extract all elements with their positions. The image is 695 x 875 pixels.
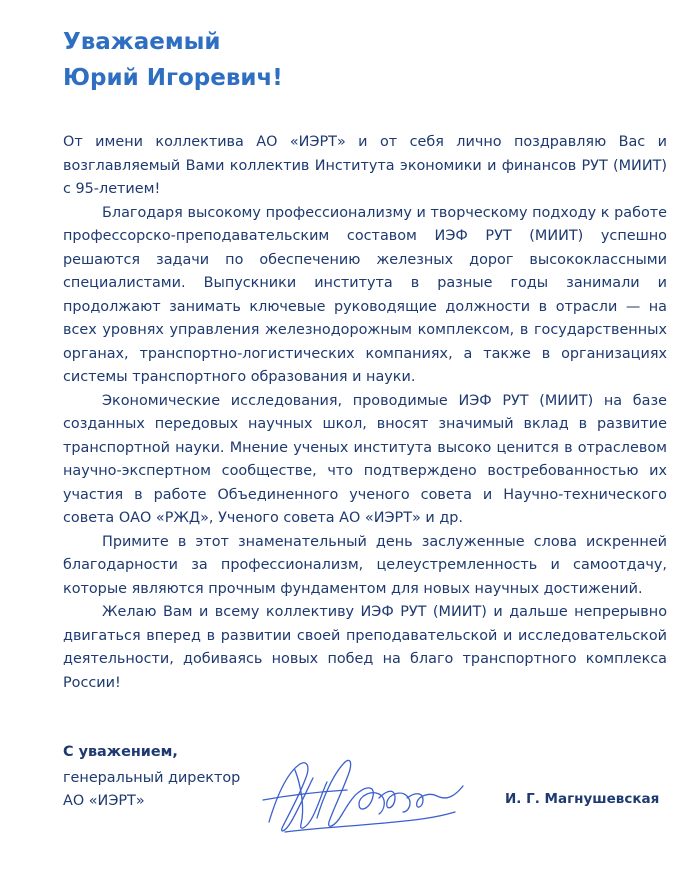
paragraph-3: Экономические исследования, проводимые ИЭФ РУТ (МИИТ) на базе созданных передовых научных школ, вносят значимый вклад в развитие транспортной науки. Мнение ученых института высоко ценится в отраслевом научно-экспертном сообществе, что подтверждено востребованностью их участия в работе Объединенного ученого совета и Научно-технического совета ОАО «РЖД», Ученого совета АО «ИЭРТ» и др. [63, 392, 667, 526]
paragraph-5: Желаю Вам и всему коллективу ИЭФ РУТ (МИИТ) и дальше непрерывно двигаться вперед в развитии своей преподавательской и исследовательской деятельности, добиваясь новых побед на благо транспортного комплекса России! [63, 604, 667, 691]
paragraph-1: От имени коллектива АО «ИЭРТ» и от себя лично поздравляю Вас и возглавляемый Вами коллектив Института экономики и финансов РУТ (МИИТ) с 95-летием! [63, 134, 667, 197]
signer-position [63, 767, 240, 813]
paragraph-4: Примите в этот знаменательный день заслуженные слова искренней благодарности за профессионализм, целеустремленность и самоотдачу, которые являются прочным фундаментом для новых научных достижений. [63, 533, 667, 597]
salutation [63, 24, 283, 96]
signer-position-line-1: генеральный директор [63, 770, 241, 786]
signer-position-line-2: АО «ИЭРТ» [63, 793, 145, 809]
handwritten-signature [255, 752, 470, 842]
closing-phrase: С уважением, [63, 744, 178, 760]
paragraph-2: Благодаря высокому профессионализму и творческому подходу к работе профессорско-преподавательским составом ИЭФ РУТ (МИИТ) успешно решаются задачи по обеспечению железных дорог высококлассными специалистами. Выпускники института в разные годы занимали и продолжают занимать ключевые руководящие должности в отрасли — на всех уровнях управления железнодорожным комплексом, в государственных органах, транспортно-логистических компаниях, а также в организациях системы транспортного образования и науки. [63, 204, 667, 385]
letter-body [63, 131, 667, 695]
salutation-line-2: Юрий Игоревич! [63, 65, 283, 91]
signer-name: И. Г. Магнушевская [505, 791, 660, 807]
salutation-line-1: Уважаемый [63, 29, 221, 55]
